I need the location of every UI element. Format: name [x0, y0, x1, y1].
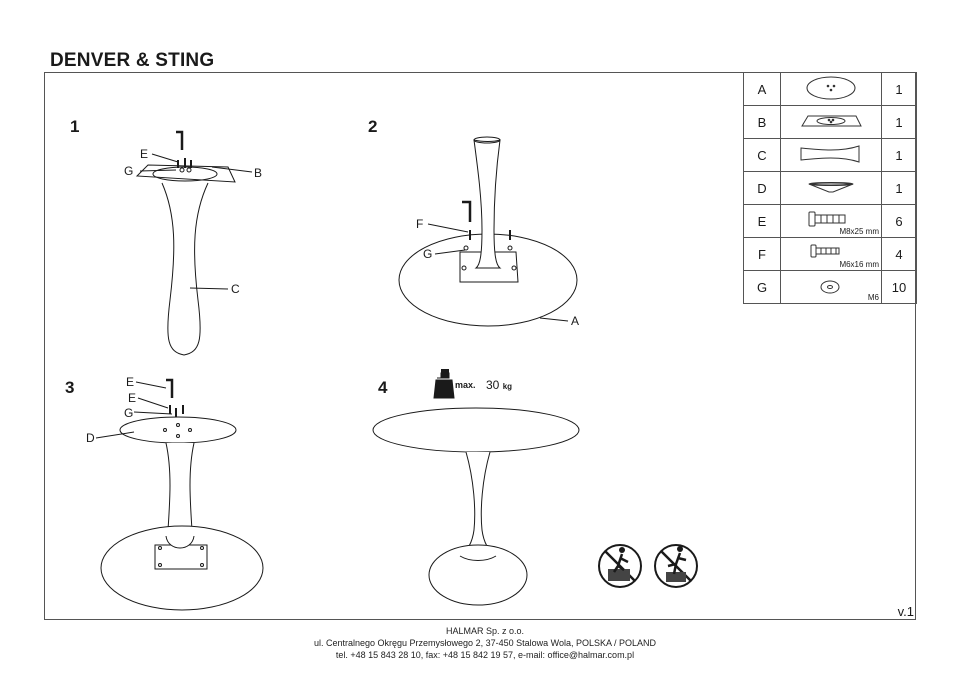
part-callout: D [86, 431, 95, 445]
part-callout: B [254, 166, 263, 180]
no-sitting-on-table-icon [655, 545, 697, 587]
part-letter: B [744, 106, 781, 139]
no-standing-on-table-icon [599, 545, 641, 587]
part-quantity: 6 [882, 205, 917, 238]
part-callout: G [124, 164, 134, 178]
part-letter: A [744, 73, 781, 106]
part-callout: F [416, 217, 424, 231]
part-quantity: 4 [882, 238, 917, 271]
max-load-value [486, 378, 512, 392]
washer-icon [815, 276, 845, 298]
part-letter: C [744, 139, 781, 172]
step4-drawing [373, 369, 579, 605]
step-number: 2 [368, 117, 378, 136]
parts-row [744, 73, 917, 106]
step-number: 1 [70, 117, 80, 136]
step2-drawing [399, 137, 580, 328]
document-title: DENVER & STING [50, 50, 215, 71]
max-load-number: 30 [486, 378, 500, 392]
part-quantity: 1 [882, 73, 917, 106]
mounting-plate-icon [781, 106, 882, 139]
part-callout: G [124, 406, 134, 420]
column-icon [781, 139, 882, 172]
footer-contact: tel. +48 15 843 28 10, fax: +48 15 842 19 57, e-mail: office@halmar.com.pl [335, 650, 635, 660]
part-letter: F [744, 238, 781, 271]
step-number: 3 [65, 378, 75, 397]
step1-drawing [137, 132, 252, 355]
bolt-icon [805, 241, 849, 261]
part-letter: D [744, 172, 781, 205]
base-icon [781, 172, 882, 205]
max-load-label: max. [455, 380, 476, 390]
max-load-unit: kg [502, 382, 513, 391]
parts-row [744, 106, 917, 139]
part-quantity: 10 [882, 271, 917, 304]
part-spec: M8x25 mm [839, 227, 879, 236]
part-callout: E [140, 147, 149, 161]
tabletop-icon [781, 73, 882, 106]
part-callout: E [128, 391, 137, 405]
parts-row [744, 139, 917, 172]
parts-row [744, 271, 917, 304]
part-spec: M6x16 mm [839, 260, 879, 269]
part-callout: C [231, 282, 240, 296]
part-letter: G [744, 271, 781, 304]
part-letter: E [744, 205, 781, 238]
company-footer [0, 625, 970, 661]
part-callout: A [571, 314, 580, 328]
parts-list-table [743, 72, 917, 304]
step-number: 4 [378, 378, 388, 397]
part-callout: E [126, 375, 135, 389]
parts-row [744, 205, 917, 238]
parts-row [744, 172, 917, 205]
part-spec: M6 [867, 293, 879, 302]
version-label: v.1 [897, 604, 914, 619]
step3-drawing [96, 380, 263, 610]
parts-row [744, 238, 917, 271]
part-quantity: 1 [882, 172, 917, 205]
footer-address: ul. Centralnego Okręgu Przemysłowego 2, 37-450 Stalowa Wola, POLSKA / POLAND [313, 638, 656, 648]
part-quantity: 1 [882, 139, 917, 172]
part-callout: G [423, 247, 433, 261]
part-quantity: 1 [882, 106, 917, 139]
footer-company: HALMAR Sp. z o.o. [445, 626, 525, 636]
